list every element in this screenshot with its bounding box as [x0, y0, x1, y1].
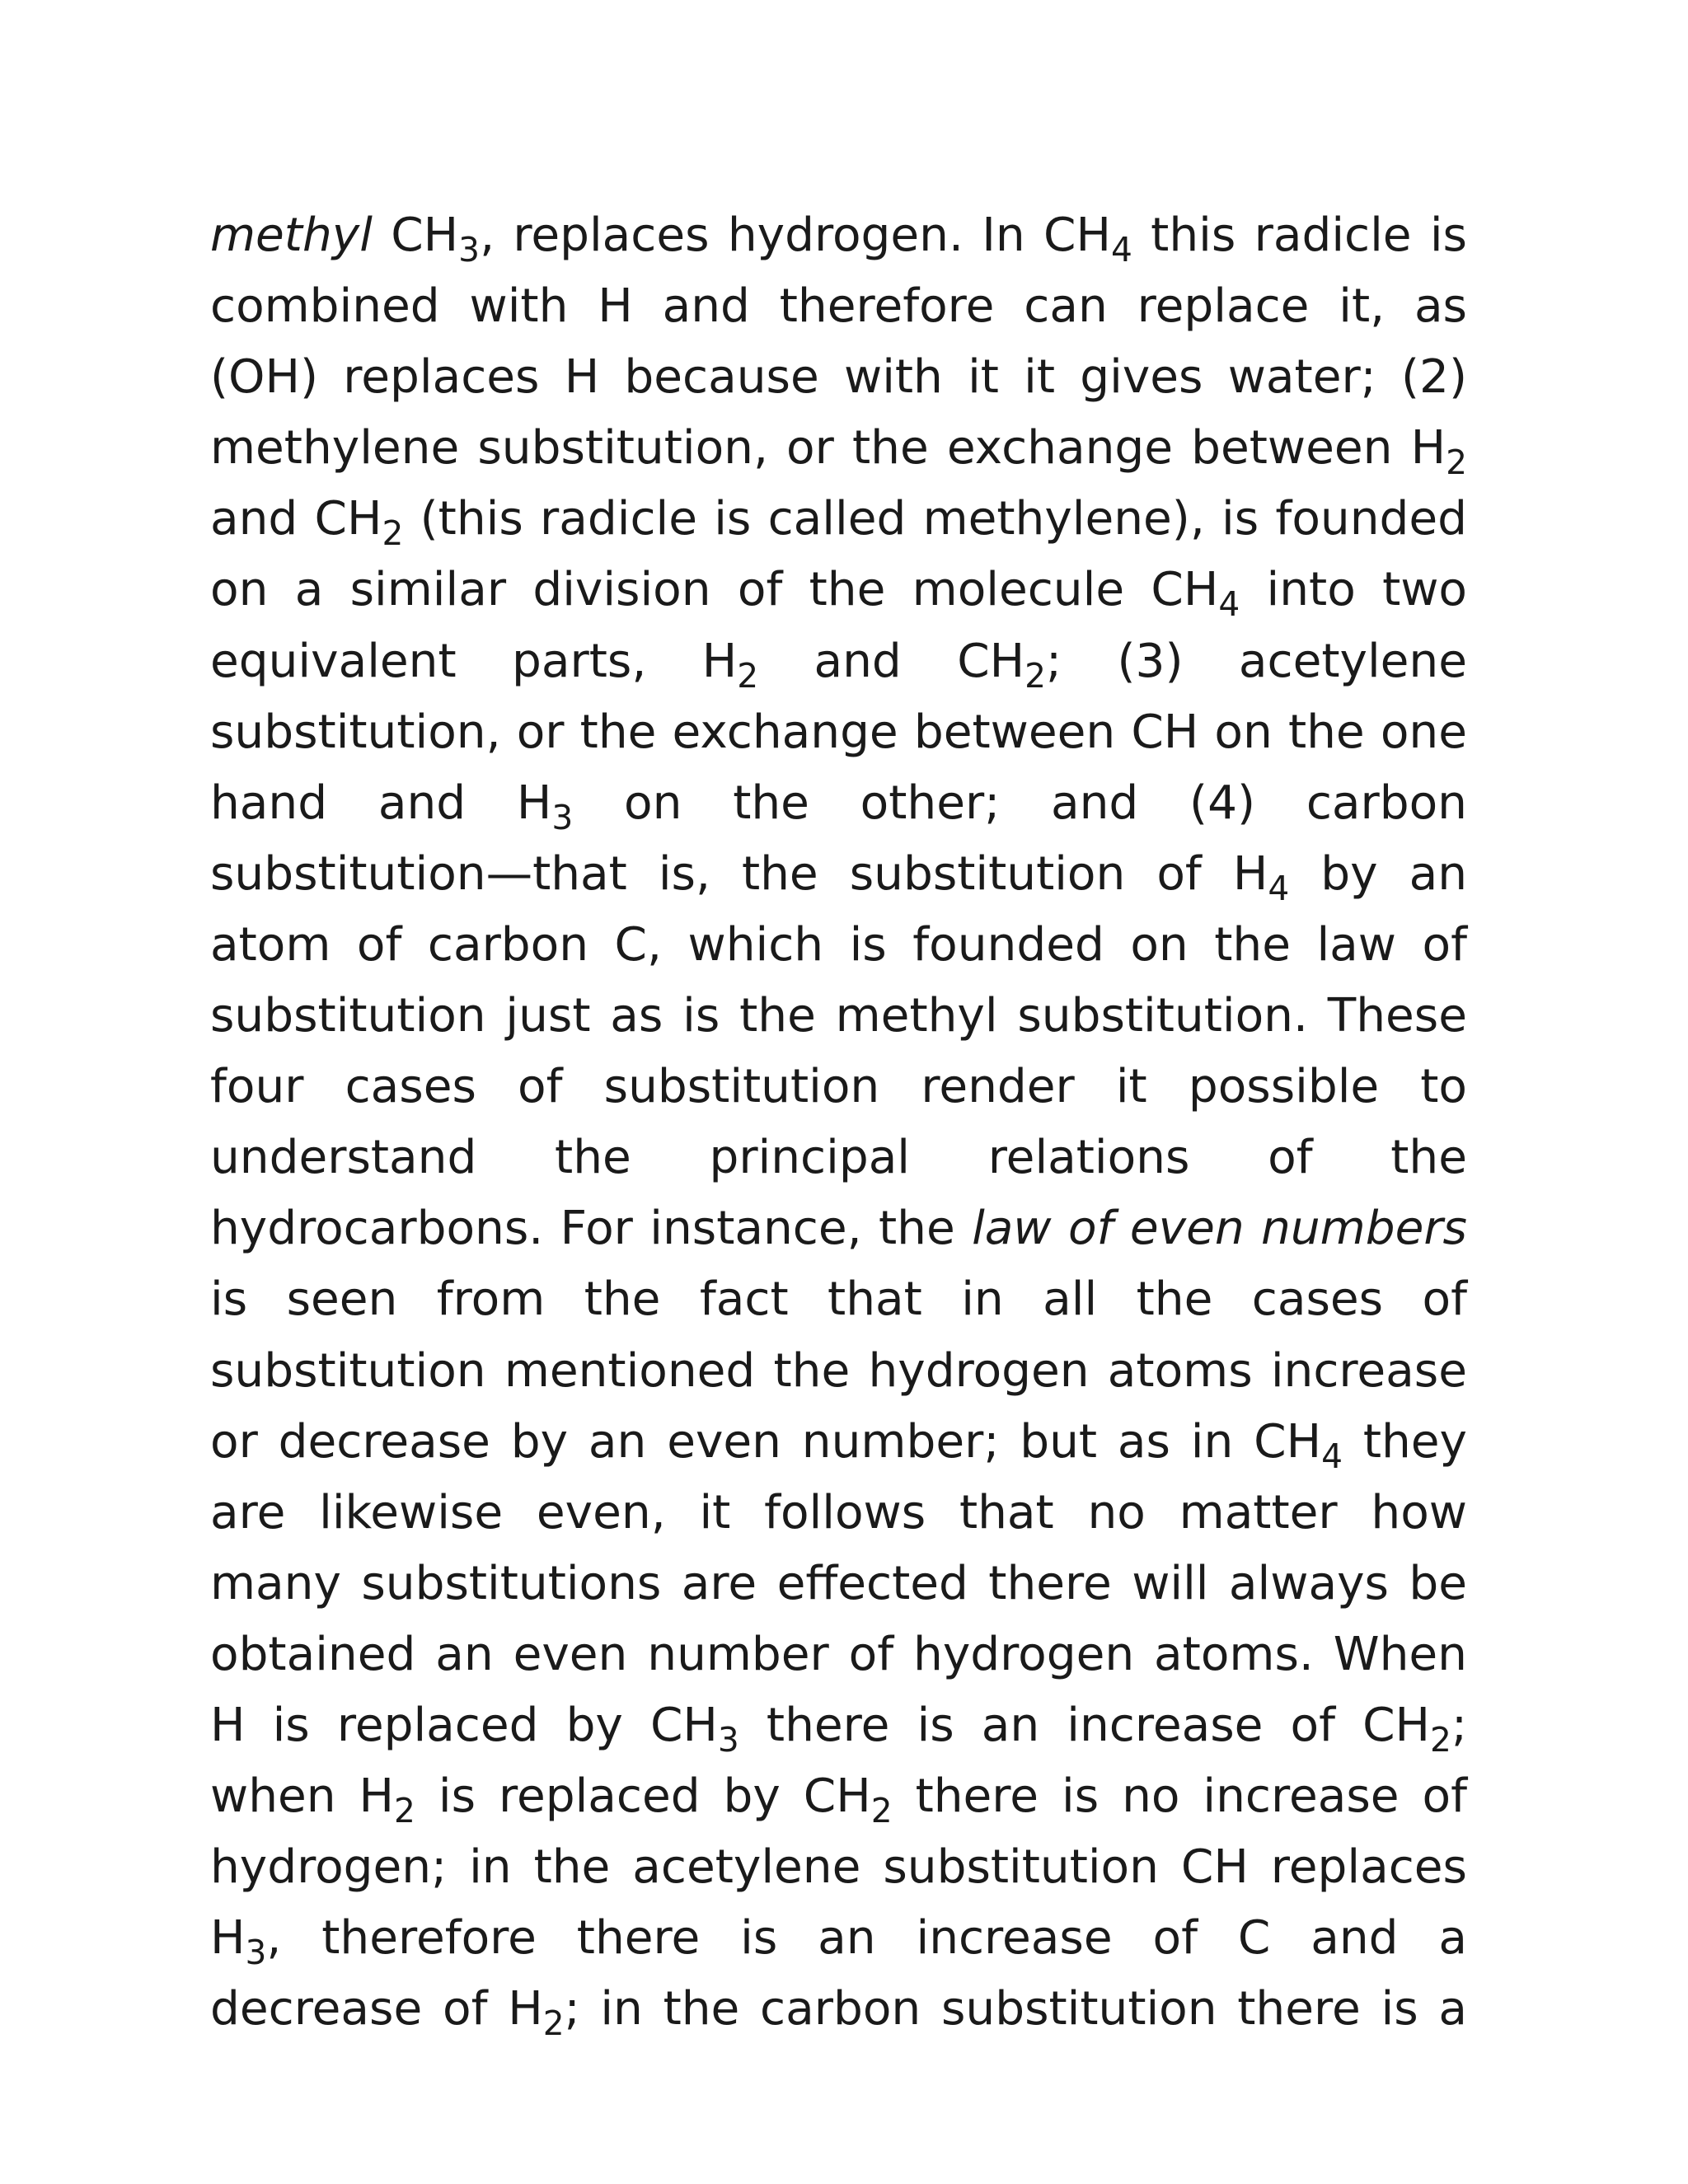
text-run: ; (3) acetylene — [1046, 634, 1467, 688]
subscript: 2 — [1025, 655, 1047, 696]
subscript: 2 — [737, 655, 759, 696]
text-line — [210, 768, 1467, 839]
text-line — [210, 271, 1467, 342]
subscript: 3 — [551, 797, 574, 837]
text-run: obtained an even number of hydrogen atoms. When — [210, 1627, 1467, 1681]
text-run: this radicle is — [1132, 209, 1467, 262]
text-line — [210, 626, 1467, 697]
text-line — [210, 981, 1467, 1052]
subscript: 3 — [245, 1933, 267, 1973]
text-run: and CH — [758, 634, 1025, 688]
text-line — [210, 839, 1467, 910]
body-paragraph — [210, 200, 1467, 2045]
text-run: ; — [1451, 1698, 1467, 1752]
subscript: 4 — [1268, 868, 1290, 908]
subscript: 2 — [1430, 1719, 1451, 1760]
text-run: H — [210, 1911, 246, 1966]
text-run: hand and H — [210, 776, 552, 830]
text-run: ; in the carbon substitution there is a — [564, 1982, 1467, 2036]
subscript: 2 — [394, 1791, 415, 1831]
text-run: on a similar division of the molecule CH — [210, 563, 1219, 617]
text-run: atom of carbon C, which is founded on the law of — [210, 917, 1467, 972]
italic-text: law of even numbers — [972, 1202, 1467, 1256]
text-line — [210, 200, 1467, 271]
text-line — [210, 1478, 1467, 1549]
text-run: , replaces hydrogen. In CH — [480, 209, 1111, 262]
text-line — [210, 910, 1467, 981]
text-run: CH — [372, 209, 459, 262]
text-run: decrease of H — [210, 1982, 543, 2036]
text-run: by an — [1289, 846, 1468, 901]
text-run: methylene substitution, or the exchange between H — [210, 421, 1447, 476]
italic-text: methyl — [210, 209, 373, 262]
text-run: substitution, or the exchange between CH on the one — [210, 705, 1467, 759]
text-line — [210, 1407, 1467, 1478]
text-line — [210, 1903, 1467, 1974]
text-run: and CH — [210, 492, 382, 546]
text-run: four cases of substitution render it possible to — [210, 1060, 1467, 1114]
text-run: many substitutions are effected there will always be — [210, 1556, 1467, 1610]
subscript: 3 — [458, 230, 481, 270]
text-line — [210, 555, 1467, 626]
text-run: there is an increase of CH — [738, 1698, 1431, 1752]
text-run: they — [1342, 1414, 1467, 1469]
subscript: 4 — [1218, 584, 1240, 625]
text-line — [210, 697, 1467, 768]
text-run: H is replaced by CH — [210, 1698, 718, 1752]
text-run: combined with H and therefore can replace it, as — [210, 279, 1467, 334]
text-line — [210, 1974, 1467, 2045]
text-run: there is no increase of — [892, 1769, 1467, 1824]
text-run: substitution just as is the methyl substitution. These — [210, 989, 1467, 1043]
text-line — [210, 413, 1467, 484]
text-line — [210, 1052, 1467, 1122]
text-line — [210, 1193, 1467, 1264]
text-run: substitution—that is, the substitution of H — [210, 846, 1268, 901]
text-line — [210, 1264, 1467, 1335]
text-line — [210, 1761, 1467, 1832]
text-run: is seen from the fact that in all the cases of — [210, 1272, 1467, 1327]
text-run: (this radicle is called methylene), is founded — [403, 492, 1468, 546]
subscript: 4 — [1321, 1436, 1343, 1476]
text-run: is replaced by CH — [415, 1769, 871, 1824]
text-line — [210, 484, 1467, 555]
text-run: understand the principal relations of the — [210, 1131, 1467, 1185]
text-run: are likewise even, it follows that no matter how — [210, 1485, 1467, 1540]
subscript: 2 — [1446, 443, 1467, 483]
text-line — [210, 342, 1467, 413]
text-line — [210, 1619, 1467, 1690]
subscript: 2 — [382, 513, 404, 554]
text-run: (OH) replaces H because with it it gives water; (2) — [210, 350, 1467, 405]
text-run: hydrocarbons. For instance, the — [210, 1202, 973, 1256]
text-line — [210, 1832, 1467, 1903]
text-line — [210, 1122, 1467, 1193]
text-run: when H — [210, 1769, 395, 1824]
text-run: or decrease by an even number; but as in CH — [210, 1414, 1322, 1469]
text-run: substitution mentioned the hydrogen atoms increase — [210, 1343, 1467, 1398]
text-line — [210, 1690, 1467, 1761]
text-run: on the other; and (4) carbon — [573, 776, 1467, 830]
text-run: hydrogen; in the acetylene substitution CH replaces — [210, 1840, 1467, 1895]
text-run: equivalent parts, H — [210, 634, 738, 688]
subscript: 3 — [717, 1719, 739, 1760]
text-line — [210, 1549, 1467, 1619]
subscript: 2 — [870, 1791, 893, 1831]
text-line — [210, 1336, 1467, 1407]
text-run: , therefore there is an increase of C and a — [266, 1911, 1467, 1966]
subscript: 2 — [542, 2004, 565, 2044]
subscript: 4 — [1110, 230, 1132, 270]
text-run: into two — [1240, 563, 1468, 617]
